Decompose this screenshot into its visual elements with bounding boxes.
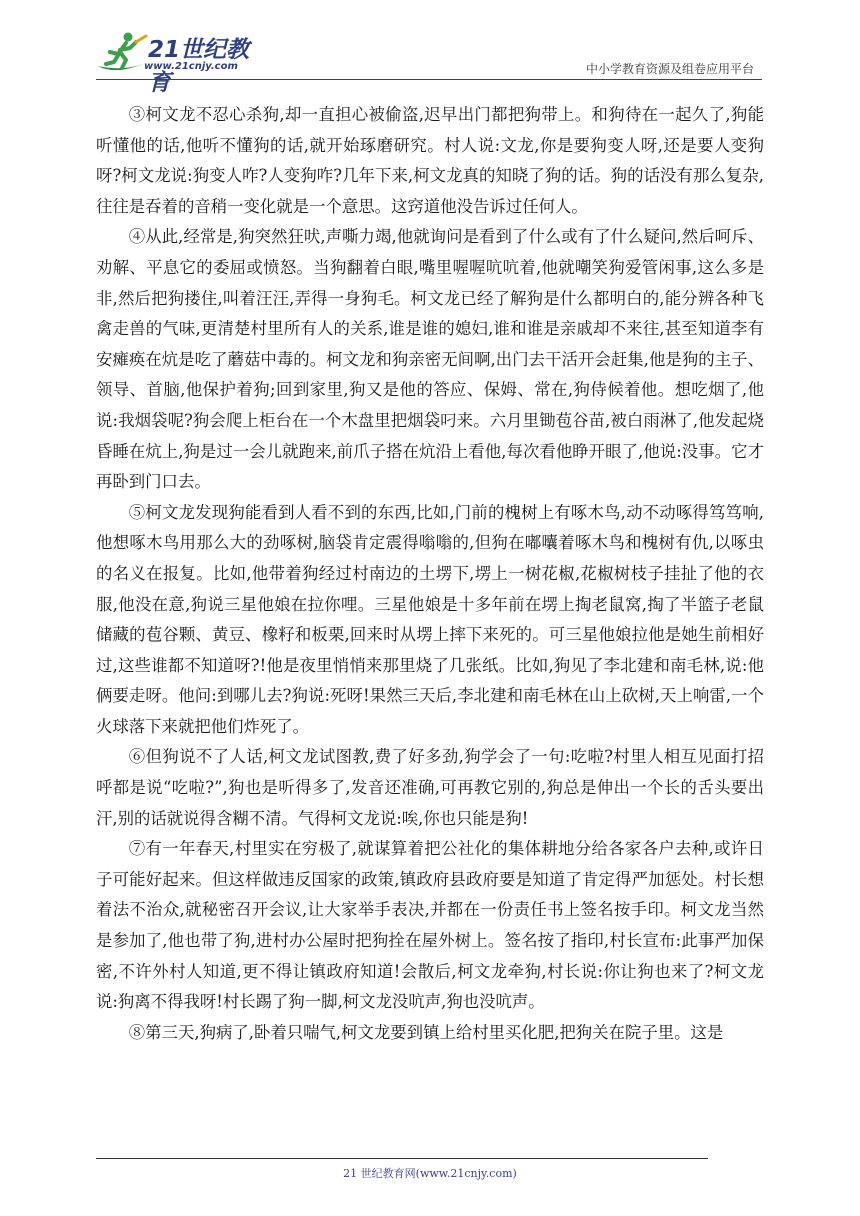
page-header — [0, 0, 860, 96]
site-logo[interactable] — [96, 28, 266, 96]
paragraph-8: ⑧第三天,狗病了,卧着只喘气,柯文龙要到镇上给村里买化肥,把狗关在院子里。这是 — [128, 1022, 724, 1042]
paragraph-6: ⑥但狗说不了人话,柯文龙试图教,费了好多劲,狗学会了一句:吃啦?村里人相互见面打招呼都是说“吃啦?”,狗也是听得多了,发音还准确,可再教它别的,狗总是伸出一个长的舌头要出汗,别的话就说得含糊不清。气得柯文龙说:唉,你也只能是狗! — [96, 747, 764, 828]
paragraph-7: ⑦有一年春天,村里实在穷极了,就谋算着把公社化的集体耕地分给各家各户去种,或许日子可能好起来。但这样做违反国家的政策,镇政府县政府要是知道了肯定得严加惩处。村长想着法不治众,就秘密召开会议,让大家举手表决,并都在一份责任书上签名按手印。柯文龙当然是参加了,他也带了狗,进村办公屋时把狗拴在屋外树上。签名按了指印,村长宣布:此事严加保密,不许外村人知道,更不得让镇政府知道!会散后,柯文龙牵狗,村长说:你让狗也来了?柯文龙说:狗离不得我呀!村长踢了狗一脚,柯文龙没吭声,狗也没吭声。 — [96, 839, 764, 1012]
footer-divider — [96, 1158, 708, 1159]
logo-text: 21世纪教育 — [148, 37, 250, 96]
platform-name: 中小学教育资源及组卷应用平台 — [585, 62, 754, 76]
logo-url: www.21cnjy.com — [144, 61, 238, 72]
paragraph-4: ④从此,经常是,狗突然狂吠,声嘶力竭,他就询问是看到了什么或有了什么疑问,然后呵斥、劝解、平息它的委屈或愤怒。当狗翻着白眼,嘴里喔喔吭吭着,他就嘲笑狗爱管闲事,这么多是非,然后把狗搂住,叫着汪汪,弄得一身狗毛。柯文龙已经了解狗是什么都明白的,能分辨各种飞禽走兽的气味,更清楚村里所有人的关系,谁是谁的媳妇,谁和谁是亲戚却不来往,甚至知道李有安瘫痪在炕是吃了蘑菇中毒的。柯文龙和狗亲密无间啊,出门去干活开会赶集,他是狗的主子、领导、首脑,他保护着狗;回到家里,狗又是他的答应、保姆、常在,狗侍候着他。想吃烟了,他说:我烟袋呢?狗会爬上柜台在一个木盘里把烟袋叼来。六月里锄苞谷苗,被白雨淋了,他发起烧昏睡在炕上,狗是过一会儿就跑来,前爪子搭在炕沿上看他,每次看他睁开眼了,他说:没事。它才再卧到门口去。 — [96, 227, 764, 492]
article-body — [96, 100, 764, 1048]
paragraph-3: ③柯文龙不忍心杀狗,却一直担心被偷盗,迟早出门都把狗带上。和狗待在一起久了,狗能听懂他的话,他听不懂狗的话,就开始琢磨研究。村人说:文龙,你是要狗变人呀,还是要人变狗呀?柯文龙说:狗变人咋?人变狗咋?几年下来,柯文龙真的知晓了狗的话。狗的话没有那么复杂,往往是吞着的音稍一变化就是一个意思。这窍道他没告诉过任何人。 — [96, 105, 764, 216]
header-divider — [96, 79, 762, 80]
page-footer: 21 世纪教育网(www.21cnjy.com) — [343, 1167, 517, 1180]
paragraph-5: ⑤柯文龙发现狗能看到人看不到的东西,比如,门前的槐树上有啄木鸟,动不动啄得笃笃响,他想啄木鸟用那么大的劲啄树,脑袋肯定震得嗡嗡的,但狗在嘟囔着啄木鸟和槐树有仇,以啄虫的名义在报复。比如,他带着狗经过村南边的土塄下,塄上一树花椒,花椒树枝子挂扯了他的衣服,他没在意,狗说三星他娘在拉你哩。三星他娘是十多年前在塄上掏老鼠窝,掏了半篮子老鼠储藏的苞谷颗、黄豆、橡籽和板栗,回来时从塄上摔下来死的。可三星他娘拉他是她生前相好过,这些谁都不知道呀?!他是夜里悄悄来那里烧了几张纸。比如,狗见了李北建和南毛林,说:他俩要走呀。他问:到哪儿去?狗说:死呀!果然三天后,李北建和南毛林在山上砍树,天上响雷,一个火球落下来就把他们炸死了。 — [96, 502, 764, 736]
